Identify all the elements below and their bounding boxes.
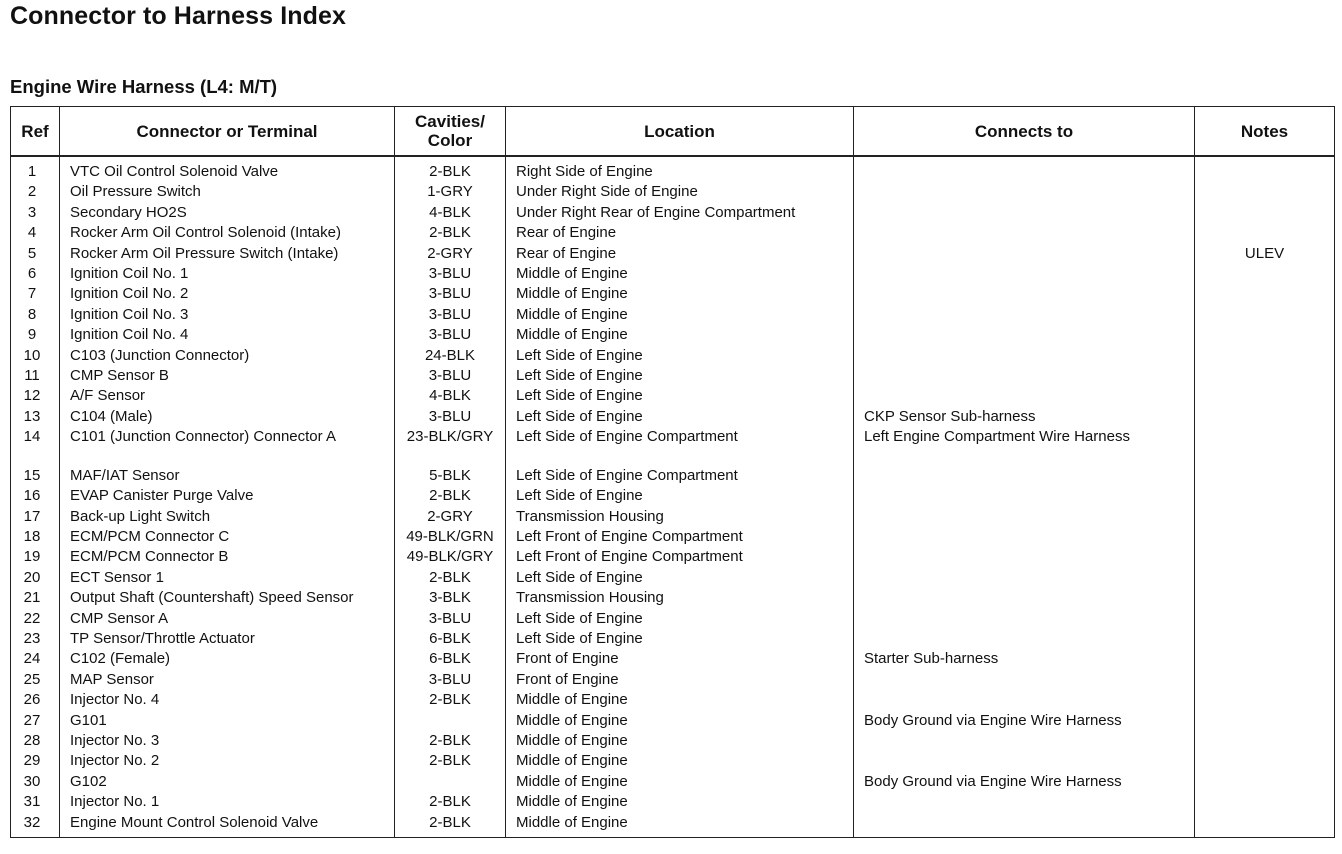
ref-cell: 3	[11, 203, 60, 223]
notes-cell	[1195, 407, 1335, 427]
table-row	[11, 629, 1335, 649]
table-row	[11, 156, 1335, 182]
connector-cell: ECM/PCM Connector B	[60, 547, 395, 567]
location-cell: Right Side of Engine	[506, 156, 854, 182]
cavities-color-cell: 5-BLK	[395, 448, 506, 486]
table-row	[11, 690, 1335, 710]
cavities-color-cell: 2-BLK	[395, 751, 506, 771]
connector-index-table	[10, 106, 1335, 838]
location-cell: Middle of Engine	[506, 813, 854, 838]
column-header-ref: Ref	[11, 107, 60, 157]
connects-to-cell: Body Ground via Engine Wire Harness	[854, 711, 1195, 731]
table-row	[11, 711, 1335, 731]
location-cell: Middle of Engine	[506, 305, 854, 325]
connects-to-cell	[854, 346, 1195, 366]
ref-cell: 6	[11, 264, 60, 284]
notes-cell	[1195, 264, 1335, 284]
connector-cell: Ignition Coil No. 2	[60, 284, 395, 304]
notes-cell	[1195, 629, 1335, 649]
notes-cell	[1195, 366, 1335, 386]
location-cell: Middle of Engine	[506, 325, 854, 345]
connects-to-cell	[854, 244, 1195, 264]
connector-cell: C101 (Junction Connector) Connector A	[60, 427, 395, 447]
cavities-color-cell: 2-BLK	[395, 731, 506, 751]
ref-cell: 12	[11, 386, 60, 406]
notes-cell	[1195, 527, 1335, 547]
cavities-color-cell: 3-BLU	[395, 670, 506, 690]
table-row	[11, 670, 1335, 690]
connector-cell: Engine Mount Control Solenoid Valve	[60, 813, 395, 838]
connector-cell: CMP Sensor B	[60, 366, 395, 386]
notes-cell	[1195, 690, 1335, 710]
cavities-color-cell: 2-BLK	[395, 156, 506, 182]
table-row	[11, 568, 1335, 588]
connector-cell: A/F Sensor	[60, 386, 395, 406]
notes-cell	[1195, 813, 1335, 838]
notes-cell	[1195, 792, 1335, 812]
connects-to-cell	[854, 629, 1195, 649]
location-cell: Rear of Engine	[506, 244, 854, 264]
connects-to-cell: Body Ground via Engine Wire Harness	[854, 772, 1195, 792]
notes-cell	[1195, 346, 1335, 366]
table-row	[11, 203, 1335, 223]
table-row	[11, 264, 1335, 284]
connector-cell: Injector No. 2	[60, 751, 395, 771]
cavities-color-cell: 2-GRY	[395, 244, 506, 264]
location-cell: Left Side of Engine	[506, 486, 854, 506]
location-cell: Transmission Housing	[506, 588, 854, 608]
connector-cell: ECT Sensor 1	[60, 568, 395, 588]
table-row	[11, 547, 1335, 567]
connector-cell: TP Sensor/Throttle Actuator	[60, 629, 395, 649]
cavities-color-cell: 2-BLK	[395, 568, 506, 588]
cavities-color-cell: 3-BLU	[395, 325, 506, 345]
location-cell: Middle of Engine	[506, 264, 854, 284]
cavities-color-cell: 2-BLK	[395, 486, 506, 506]
connects-to-cell	[854, 305, 1195, 325]
location-cell: Left Side of Engine	[506, 568, 854, 588]
location-cell: Middle of Engine	[506, 731, 854, 751]
cavities-color-cell: 4-BLK	[395, 203, 506, 223]
table-row	[11, 427, 1335, 447]
ref-cell: 24	[11, 649, 60, 669]
table-row	[11, 792, 1335, 812]
ref-cell: 9	[11, 325, 60, 345]
ref-cell: 25	[11, 670, 60, 690]
column-header-cavities	[395, 107, 506, 157]
table-row	[11, 244, 1335, 264]
location-cell: Left Front of Engine Compartment	[506, 527, 854, 547]
location-cell: Left Side of Engine Compartment	[506, 448, 854, 486]
ref-cell: 10	[11, 346, 60, 366]
connector-cell: G101	[60, 711, 395, 731]
table-row	[11, 649, 1335, 669]
location-cell: Under Right Rear of Engine Compartment	[506, 203, 854, 223]
notes-cell	[1195, 731, 1335, 751]
table-row	[11, 486, 1335, 506]
notes-cell	[1195, 670, 1335, 690]
connects-to-cell	[854, 813, 1195, 838]
cavities-color-cell: 3-BLK	[395, 588, 506, 608]
connects-to-cell	[854, 325, 1195, 345]
connects-to-cell	[854, 366, 1195, 386]
column-header-location: Location	[506, 107, 854, 157]
connects-to-cell	[854, 507, 1195, 527]
location-cell: Front of Engine	[506, 670, 854, 690]
notes-cell	[1195, 223, 1335, 243]
location-cell: Middle of Engine	[506, 711, 854, 731]
connects-to-cell	[854, 751, 1195, 771]
cavities-color-cell	[395, 711, 506, 731]
location-cell: Left Side of Engine	[506, 366, 854, 386]
ref-cell: 31	[11, 792, 60, 812]
notes-cell	[1195, 772, 1335, 792]
table-row	[11, 366, 1335, 386]
table-row	[11, 325, 1335, 345]
table-row	[11, 588, 1335, 608]
connects-to-cell	[854, 527, 1195, 547]
notes-cell	[1195, 609, 1335, 629]
notes-cell	[1195, 568, 1335, 588]
location-cell: Left Side of Engine	[506, 407, 854, 427]
cavities-color-cell: 49-BLK/GRN	[395, 527, 506, 547]
connects-to-cell	[854, 731, 1195, 751]
location-cell: Rear of Engine	[506, 223, 854, 243]
notes-cell	[1195, 507, 1335, 527]
connector-cell: Injector No. 4	[60, 690, 395, 710]
notes-cell	[1195, 588, 1335, 608]
ref-cell: 7	[11, 284, 60, 304]
connects-to-cell	[854, 223, 1195, 243]
notes-cell	[1195, 386, 1335, 406]
location-cell: Middle of Engine	[506, 284, 854, 304]
notes-cell	[1195, 711, 1335, 731]
ref-cell: 30	[11, 772, 60, 792]
notes-cell	[1195, 751, 1335, 771]
table-body	[11, 156, 1335, 838]
ref-cell: 29	[11, 751, 60, 771]
notes-cell	[1195, 547, 1335, 567]
notes-cell	[1195, 649, 1335, 669]
table-row	[11, 772, 1335, 792]
notes-cell	[1195, 182, 1335, 202]
ref-cell: 19	[11, 547, 60, 567]
location-cell: Middle of Engine	[506, 690, 854, 710]
connects-to-cell	[854, 547, 1195, 567]
ref-cell: 26	[11, 690, 60, 710]
table-row	[11, 305, 1335, 325]
ref-cell: 1	[11, 156, 60, 182]
ref-cell: 32	[11, 813, 60, 838]
location-cell: Front of Engine	[506, 649, 854, 669]
notes-cell: ULEV	[1195, 244, 1335, 264]
location-cell: Under Right Side of Engine	[506, 182, 854, 202]
location-cell: Middle of Engine	[506, 792, 854, 812]
connector-cell: MAF/IAT Sensor	[60, 448, 395, 486]
connects-to-cell	[854, 203, 1195, 223]
table-row	[11, 223, 1335, 243]
connector-cell: EVAP Canister Purge Valve	[60, 486, 395, 506]
connector-cell: Ignition Coil No. 3	[60, 305, 395, 325]
location-cell: Left Side of Engine	[506, 629, 854, 649]
notes-cell	[1195, 427, 1335, 447]
ref-cell: 15	[11, 448, 60, 486]
connector-cell: Injector No. 1	[60, 792, 395, 812]
column-header-connects-to: Connects to	[854, 107, 1195, 157]
cavities-color-cell: 4-BLK	[395, 386, 506, 406]
location-cell: Transmission Housing	[506, 507, 854, 527]
cavities-header-line1: Cavities/	[415, 112, 485, 131]
connects-to-cell	[854, 264, 1195, 284]
connects-to-cell	[854, 156, 1195, 182]
cavities-color-cell: 6-BLK	[395, 629, 506, 649]
table-header	[11, 107, 1335, 157]
connects-to-cell: CKP Sensor Sub-harness	[854, 407, 1195, 427]
ref-cell: 22	[11, 609, 60, 629]
table-row	[11, 386, 1335, 406]
table-row	[11, 284, 1335, 304]
ref-cell: 8	[11, 305, 60, 325]
cavities-color-cell	[395, 772, 506, 792]
cavities-color-cell: 1-GRY	[395, 182, 506, 202]
connector-cell: C103 (Junction Connector)	[60, 346, 395, 366]
table-row	[11, 609, 1335, 629]
connects-to-cell	[854, 386, 1195, 406]
cavities-color-cell: 3-BLU	[395, 284, 506, 304]
connector-cell: C102 (Female)	[60, 649, 395, 669]
cavities-color-cell: 2-GRY	[395, 507, 506, 527]
cavities-color-cell: 49-BLK/GRY	[395, 547, 506, 567]
connector-cell: CMP Sensor A	[60, 609, 395, 629]
table-row	[11, 751, 1335, 771]
cavities-color-cell: 3-BLU	[395, 264, 506, 284]
table-row	[11, 448, 1335, 486]
notes-cell	[1195, 448, 1335, 486]
table-row	[11, 182, 1335, 202]
connector-cell: Output Shaft (Countershaft) Speed Sensor	[60, 588, 395, 608]
ref-cell: 20	[11, 568, 60, 588]
location-cell: Left Side of Engine	[506, 386, 854, 406]
table-row	[11, 527, 1335, 547]
ref-cell: 4	[11, 223, 60, 243]
ref-cell: 2	[11, 182, 60, 202]
header-row	[11, 107, 1335, 157]
location-cell: Left Side of Engine	[506, 346, 854, 366]
column-header-connector: Connector or Terminal	[60, 107, 395, 157]
connector-cell: Rocker Arm Oil Pressure Switch (Intake)	[60, 244, 395, 264]
cavities-color-cell: 2-BLK	[395, 792, 506, 812]
connects-to-cell	[854, 588, 1195, 608]
notes-cell	[1195, 203, 1335, 223]
connects-to-cell	[854, 670, 1195, 690]
connector-cell: Back-up Light Switch	[60, 507, 395, 527]
connector-cell: Injector No. 3	[60, 731, 395, 751]
connector-cell: MAP Sensor	[60, 670, 395, 690]
connects-to-cell	[854, 284, 1195, 304]
ref-cell: 28	[11, 731, 60, 751]
cavities-color-cell: 24-BLK	[395, 346, 506, 366]
connector-cell: Secondary HO2S	[60, 203, 395, 223]
table-row	[11, 731, 1335, 751]
page-title: Connector to Harness Index	[10, 2, 346, 30]
cavities-color-cell: 23-BLK/GRY	[395, 427, 506, 447]
ref-cell: 13	[11, 407, 60, 427]
notes-cell	[1195, 156, 1335, 182]
cavities-color-cell: 3-BLU	[395, 305, 506, 325]
notes-cell	[1195, 486, 1335, 506]
connector-cell: C104 (Male)	[60, 407, 395, 427]
connects-to-cell	[854, 182, 1195, 202]
ref-cell: 16	[11, 486, 60, 506]
connects-to-cell	[854, 448, 1195, 486]
connector-cell: Ignition Coil No. 4	[60, 325, 395, 345]
ref-cell: 27	[11, 711, 60, 731]
table-row	[11, 346, 1335, 366]
ref-cell: 14	[11, 427, 60, 447]
connects-to-cell	[854, 609, 1195, 629]
notes-cell	[1195, 305, 1335, 325]
table-row	[11, 407, 1335, 427]
cavities-color-cell: 6-BLK	[395, 649, 506, 669]
notes-cell	[1195, 325, 1335, 345]
ref-cell: 5	[11, 244, 60, 264]
ref-cell: 21	[11, 588, 60, 608]
connects-to-cell: Left Engine Compartment Wire Harness	[854, 427, 1195, 447]
column-header-notes: Notes	[1195, 107, 1335, 157]
cavities-color-cell: 3-BLU	[395, 366, 506, 386]
location-cell: Left Side of Engine Compartment	[506, 427, 854, 447]
location-cell: Middle of Engine	[506, 772, 854, 792]
table-row	[11, 813, 1335, 838]
cavities-header-line2: Color	[427, 131, 473, 150]
ref-cell: 17	[11, 507, 60, 527]
harness-subtitle: Engine Wire Harness (L4: M/T)	[10, 76, 278, 97]
connects-to-cell	[854, 690, 1195, 710]
ref-cell: 23	[11, 629, 60, 649]
connector-cell: G102	[60, 772, 395, 792]
connects-to-cell: Starter Sub-harness	[854, 649, 1195, 669]
cavities-color-cell: 3-BLU	[395, 407, 506, 427]
location-cell: Left Front of Engine Compartment	[506, 547, 854, 567]
connects-to-cell	[854, 568, 1195, 588]
connects-to-cell	[854, 486, 1195, 506]
ref-cell: 18	[11, 527, 60, 547]
notes-cell	[1195, 284, 1335, 304]
location-cell: Left Side of Engine	[506, 609, 854, 629]
cavities-color-cell: 2-BLK	[395, 223, 506, 243]
connector-cell: ECM/PCM Connector C	[60, 527, 395, 547]
ref-cell: 11	[11, 366, 60, 386]
cavities-color-cell: 3-BLU	[395, 609, 506, 629]
cavities-color-cell: 2-BLK	[395, 690, 506, 710]
cavities-color-cell: 2-BLK	[395, 813, 506, 838]
connector-cell: Oil Pressure Switch	[60, 182, 395, 202]
connector-cell: Rocker Arm Oil Control Solenoid (Intake)	[60, 223, 395, 243]
connects-to-cell	[854, 792, 1195, 812]
location-cell: Middle of Engine	[506, 751, 854, 771]
connector-cell: VTC Oil Control Solenoid Valve	[60, 156, 395, 182]
connector-cell: Ignition Coil No. 1	[60, 264, 395, 284]
table-row	[11, 507, 1335, 527]
